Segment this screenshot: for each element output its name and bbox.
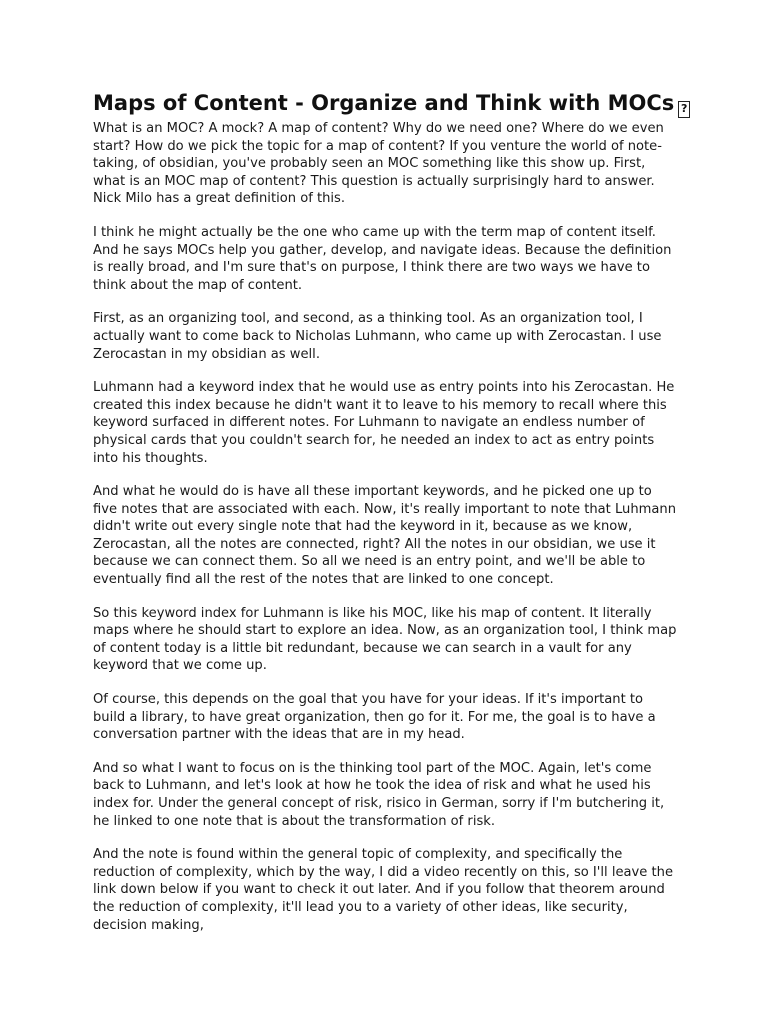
paragraph-4: Luhmann had a keyword index that he would use as entry points into his Zerocastan. He created this index because he didn't want it to leave to his memory to recall where this keyword surfaced in different notes. For Luhmann to navigate an endless number of physical cards that you couldn't search for, he needed an index to act as entry points into his thoughts. bbox=[93, 380, 675, 466]
document-page bbox=[93, 88, 688, 950]
paragraph-6: So this keyword index for Luhmann is like his MOC, like his map of content. It literally maps where he should start to explore an idea. Now, as an organization tool, I think map of content today is a little bit redundant, because we can search in a vault for any keyword that we come up. bbox=[93, 605, 677, 674]
paragraph-3: First, as an organizing tool, and second, as a thinking tool. As an organization tool, I actually want to come back to Nicholas Luhmann, who came up with Zerocastan. I use Zerocastan in my obsidian as well. bbox=[93, 311, 662, 362]
paragraph-2: I think he might actually be the one who came up with the term map of content itself. And he says MOCs help you gather, develop, and navigate ideas. Because the definition is really broad, and I'm sure that's on purpose, I think there are two ways we have to think about the map of content. bbox=[93, 224, 672, 293]
paragraph-8: And so what I want to focus on is the thinking tool part of the MOC. Again, let's come back to Luhmann, and let's look at how he took the idea of risk and what he used his index for. Under the general concept of risk, risico in German, sorry if I'm butchering it, he linked to one note that is about the transformation of risk. bbox=[93, 760, 665, 829]
paragraph-7: Of course, this depends on the goal that you have for your ideas. If it's important to build a library, to have great organization, then go for it. For me, the goal is to have a conversation partner with the ideas that are in my head. bbox=[93, 692, 656, 743]
missing-glyph-icon: ? bbox=[678, 101, 690, 118]
document-title bbox=[93, 88, 688, 118]
document-title-text: Maps of Content - Organize and Think with MOCs bbox=[93, 91, 675, 115]
paragraph-1: What is an MOC? A mock? A map of content? Why do we need one? Where do we even start? How do we pick the topic for a map of content? If you venture the world of note-taking, of obsidian, you've probably seen an MOC something like this show up. First, what is an MOC map of content? This question is actually surprisingly hard to answer. Nick Milo has a great definition of this. bbox=[93, 121, 664, 207]
paragraph-9: And the note is found within the general topic of complexity, and specifically the reduction of complexity, which by the way, I did a video recently on this, so I'll leave the link down below if you want to check it out later. And if you follow that theorem around the reduction of complexity, it'll lead you to a variety of other ideas, like security, decision making, bbox=[93, 847, 674, 933]
paragraph-5: And what he would do is have all these important keywords, and he picked one up to five notes that are associated with each. Now, it's really important to note that Luhmann didn't write out every single note that had the keyword in it, because as we know, Zerocastan, all the notes are connected, right? All the notes in our obsidian, we use it because we can connect them. So all we need is an entry point, and we'll be able to eventually find all the rest of the notes that are linked to one concept. bbox=[93, 484, 676, 588]
